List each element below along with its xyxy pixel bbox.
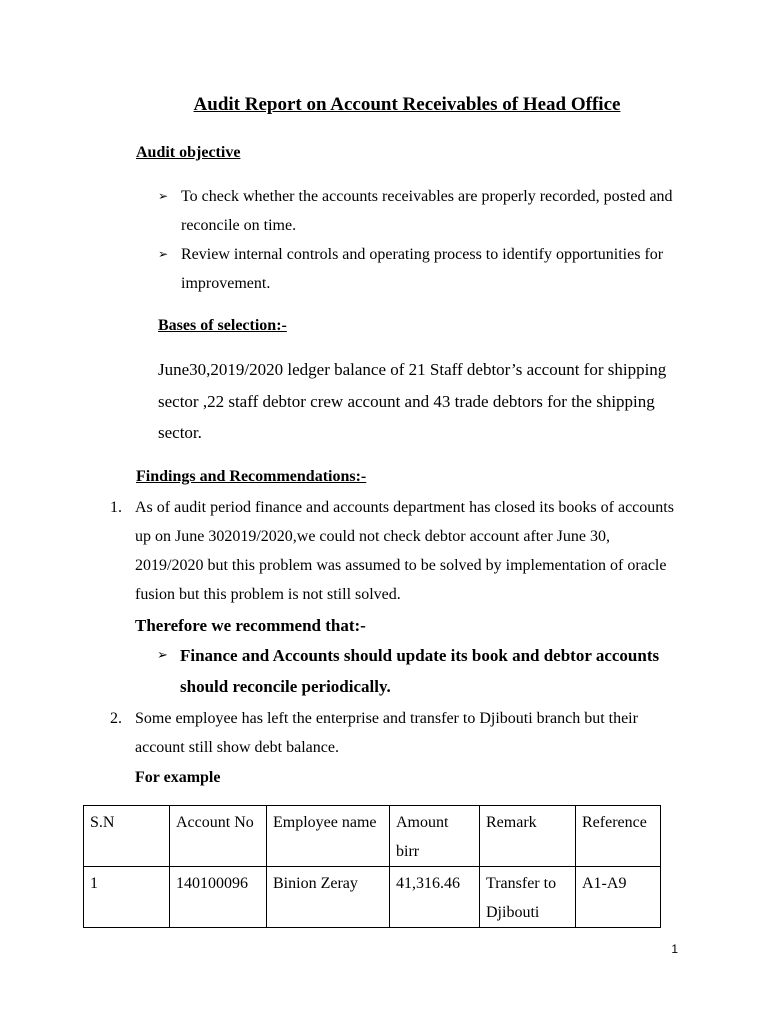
table-header-cell: Amount birr xyxy=(390,806,480,867)
findings-heading: Findings and Recommendations:- xyxy=(136,468,367,485)
table-header-cell: Account No xyxy=(170,806,267,867)
report-title: Audit Report on Account Receivables of Head Office xyxy=(193,94,621,115)
example-label: For example xyxy=(135,769,221,786)
bases-text: June30,2019/2020 ledger balance of 21 Staff debtor’s account for shipping sector ,22 staff debtor crew account and 43 trade debtors for the shipping sector. xyxy=(158,360,667,442)
table-row xyxy=(84,867,661,928)
objective-bullet-2: ➢ Review internal controls and operating process to identify opportunities for improvement. xyxy=(158,240,678,298)
objective-list xyxy=(158,182,678,298)
table-header-row xyxy=(84,806,661,867)
recommend-list xyxy=(135,640,680,702)
table-header-cell: Reference xyxy=(576,806,661,867)
table-cell: 41,316.46 xyxy=(390,867,480,928)
finding-number: 1. xyxy=(110,499,122,516)
table-cell: A1-A9 xyxy=(576,867,661,928)
finding-item-2 xyxy=(110,704,680,792)
table-cell: Binion Zeray xyxy=(267,867,390,928)
table-header-cell: Remark xyxy=(480,806,576,867)
finding-text: As of audit period finance and accounts department has closed its books of accounts up on June 302019/2020,we could not check debtor account after June 30, 2019/2020 but this problem was assumed to be solved by implementation of oracle fusion but this problem is not still solved. xyxy=(135,499,674,603)
page-number: 1 xyxy=(671,942,678,956)
recommend-heading: Therefore we recommend that:- xyxy=(135,616,366,635)
debtor-table xyxy=(83,805,661,928)
finding-text: Some employee has left the enterprise and transfer to Djibouti branch but their account still show debt balance. xyxy=(135,710,638,756)
finding-number: 2. xyxy=(110,710,122,727)
bases-heading: Bases of selection:- xyxy=(158,317,287,334)
table-cell: 1 xyxy=(84,867,170,928)
recommend-bullet: ➢ Finance and Accounts should update its book and debtor accounts should reconcile periodically. xyxy=(135,640,680,702)
findings-list xyxy=(110,493,680,792)
table-cell: Transfer to Djibouti xyxy=(480,867,576,928)
finding-item-1 xyxy=(110,493,680,702)
table-header-cell: Employee name xyxy=(267,806,390,867)
audit-objective-heading: Audit objective xyxy=(136,144,241,161)
objective-bullet-1: ➢ To check whether the accounts receivables are properly recorded, posted and reconcile on time. xyxy=(158,182,678,240)
table-header-cell: S.N xyxy=(84,806,170,867)
table-cell: 140100096 xyxy=(170,867,267,928)
